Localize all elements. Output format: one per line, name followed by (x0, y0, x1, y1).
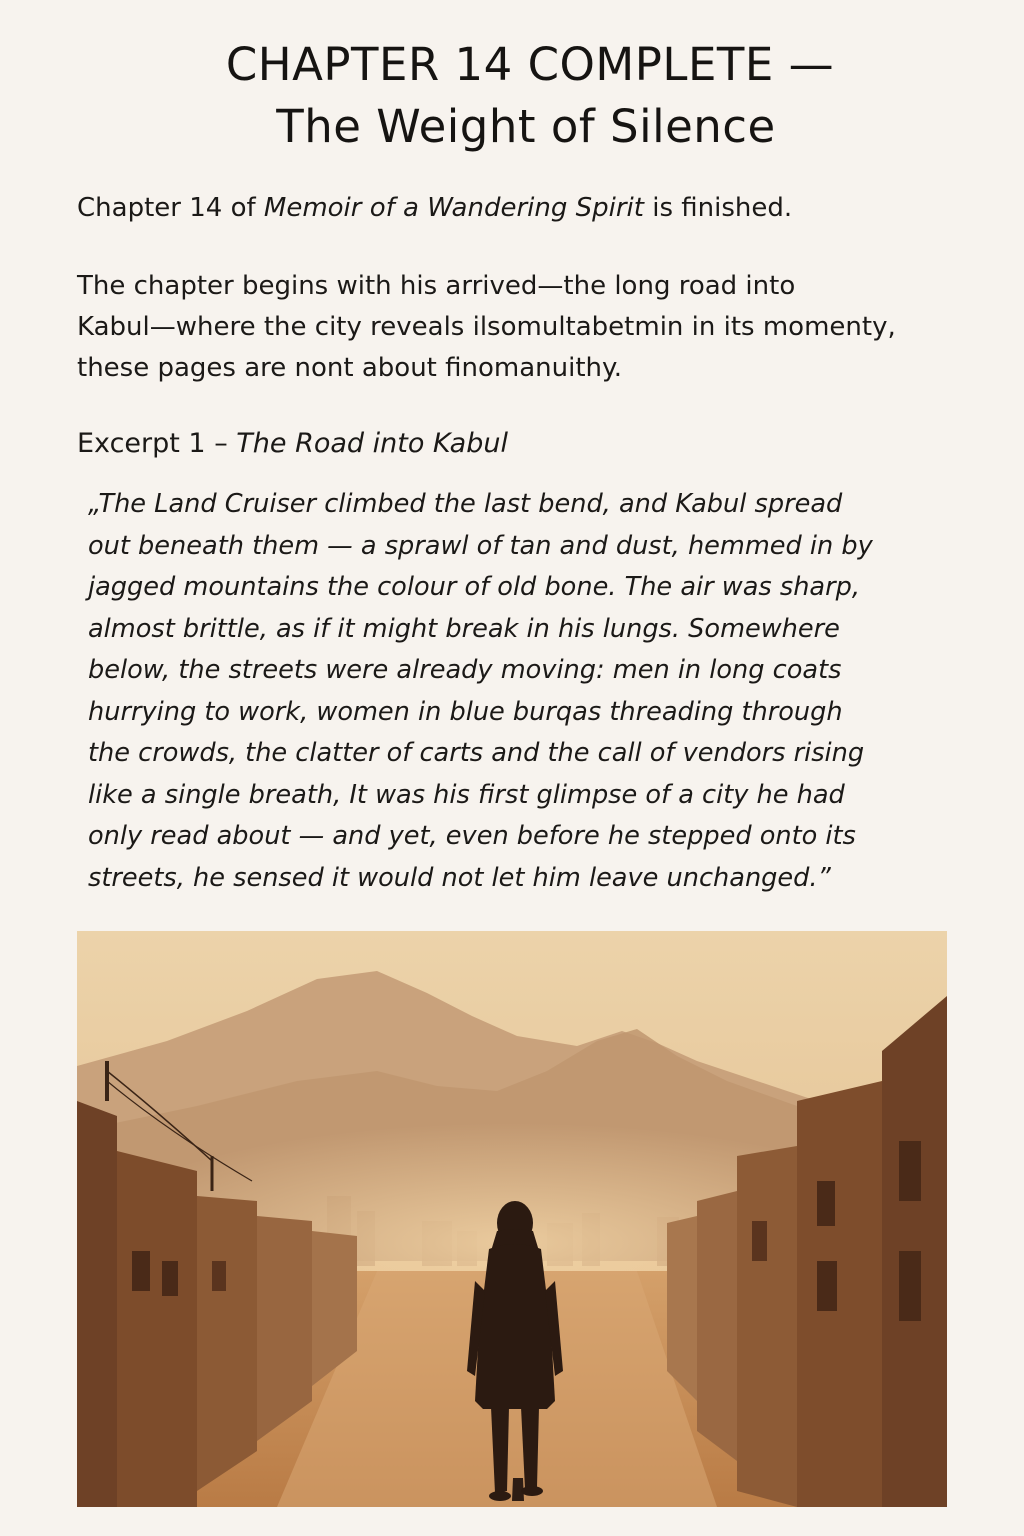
quote-line: almost brittle, as if it might break in his lungs. Somewhere (88, 613, 840, 644)
quote-line: hurrying to work, women in blue burqas threading through (88, 696, 843, 727)
quote-line: below, the streets were already moving: men in long coats (88, 655, 842, 685)
quote-line: „The Land Cruiser climbed the last bend, and Kabul spread (88, 489, 843, 519)
quote-line: out beneath them — a sprawl of tan and dust, hemmed in by (88, 530, 873, 561)
quote-line: the crowds, the clatter of carts and the call of vendors rising (88, 738, 865, 768)
excerpt-label: Excerpt 1 – (77, 428, 237, 459)
excerpt-heading (77, 428, 508, 459)
chapter-title: CHAPTER 14 COMPLETE — (225, 38, 835, 91)
summary-paragraph (77, 266, 957, 389)
kabul-street-illustration (77, 931, 947, 1507)
illustration-svg (77, 931, 947, 1507)
quote-line: like a single breath, It was his first glimpse of a city he had (88, 779, 845, 810)
intro-paragraph (77, 188, 957, 229)
quote-line: jagged mountains the colour of old bone. The air was sharp, (88, 572, 860, 602)
summary-line: The chapter begins with his arrived—the long road into (77, 271, 796, 301)
chapter-subtitle: The Weight of Silence (276, 100, 776, 153)
book-title: Memoir of a Wandering Spirit (263, 193, 644, 223)
excerpt-title: The Road into Kabul (236, 428, 508, 459)
quote-line: streets, he sensed it would not let him leave unchanged.” (88, 862, 831, 893)
summary-line: Kabul—where the city reveals ilsomultabetmin in its momenty, (77, 312, 896, 342)
quote-line: only read about — and yet, even before he stepped onto its (88, 821, 856, 851)
intro-prefix: Chapter 14 of (77, 193, 264, 223)
intro-suffix: is finished. (643, 193, 793, 223)
excerpt-quote (88, 484, 938, 899)
summary-line: these pages are nont about finomanuithy. (77, 353, 622, 383)
